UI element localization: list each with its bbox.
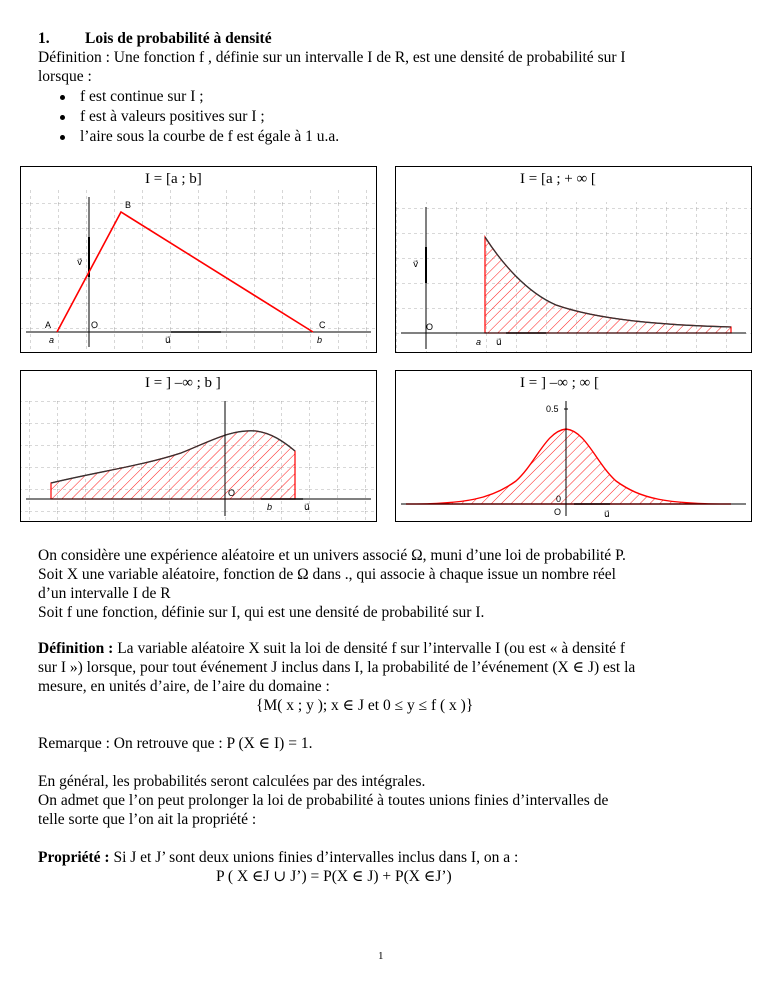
paragraph-line: En général, les probabilités seront calculées par des intégrales.: [38, 773, 426, 790]
vector-v-label: v⃗: [413, 259, 419, 269]
figure-exponential-density: [395, 166, 752, 353]
section-title: Lois de probabilité à densité: [85, 30, 272, 47]
paragraph-line: telle sorte que l’on ait la propriété :: [38, 811, 257, 828]
point-label-c: C: [319, 320, 326, 330]
vector-u-label: u⃗: [165, 335, 171, 345]
origin-label: O: [426, 322, 434, 332]
intro-line-2: lorsque :: [38, 68, 92, 85]
axis-label-a: a: [49, 335, 55, 345]
bullet-icon: [60, 135, 65, 140]
axis-label-a: a: [476, 337, 482, 347]
paragraph-line: Soit X une variable aléatoire, fonction de Ω dans ., qui associe à chaque issue un nombre réel: [38, 566, 616, 583]
bullet-icon: [60, 95, 65, 100]
remark: Remarque : On retrouve que : P (X ∈ I) = 1.: [38, 735, 313, 752]
origin-label: O: [554, 507, 562, 517]
vector-u-label: u⃗: [496, 337, 502, 347]
property-line: [38, 848, 518, 867]
bullet-1: f est continue sur I ;: [80, 88, 204, 105]
figure-triangle-density: [20, 166, 377, 353]
bullet-2: f est à valeurs positives sur I ;: [80, 108, 265, 125]
exponential-density-graph: [396, 167, 751, 352]
definition-line-3: mesure, en unités d’aire, de l’aire du domaine :: [38, 678, 330, 695]
section-number: 1.: [38, 30, 50, 47]
paragraph-line: On admet que l’on peut prolonger la loi de probabilité à toutes unions finies d’intervalles de: [38, 792, 609, 809]
y-tick-label-zero: 0: [556, 494, 562, 504]
point-label-a: A: [45, 320, 52, 330]
page-number: 1: [378, 950, 384, 962]
origin-label: O: [91, 320, 99, 330]
figure-title: I = ] –∞ ; b ]: [145, 375, 221, 391]
bullet-3: l’aire sous la courbe de f est égale à 1 u.a.: [80, 128, 340, 145]
definition-line-1: [38, 639, 625, 658]
intro-line-1: Définition : Une fonction f , définie sur un intervalle I de R, est une densité de probabilité sur I: [38, 49, 626, 66]
paragraph-line: Soit f une fonction, définie sur I, qui est une densité de probabilité sur I.: [38, 604, 485, 621]
figure-title: I = [a ; b]: [145, 171, 202, 187]
definition-line-2: sur I ») lorsque, pour tout événement J inclus dans I, la probabilité de l’événement (X ∈ J) est la: [38, 659, 636, 676]
paragraph-line: d’un intervalle I de R: [38, 585, 171, 602]
gaussian-density-graph: [396, 371, 751, 521]
property-formula: P ( X ∈J ∪ J’) = P(X ∈ J) + P(X ∈J’): [216, 868, 452, 885]
vector-v-label: v⃗: [77, 257, 83, 267]
vector-u-label: u⃗: [604, 509, 610, 519]
axis-label-b: b: [267, 502, 273, 512]
figure-title: I = [a ; + ∞ [: [520, 171, 596, 187]
point-label-b: B: [125, 200, 132, 210]
definition-label: Définition :: [38, 640, 114, 657]
y-tick-label: 0.5: [546, 404, 559, 414]
figure-title: I = ] –∞ ; ∞ [: [520, 375, 599, 391]
property-label: Propriété :: [38, 849, 110, 866]
origin-label: O: [228, 488, 236, 498]
bullet-icon: [60, 115, 65, 120]
figure-gaussian-density: [395, 370, 752, 522]
left-tail-density-graph: [21, 371, 376, 521]
paragraph-line: On considère une expérience aléatoire et un univers associé Ω, muni d’une loi de probabilité P.: [38, 547, 626, 564]
property-text: Si J et J’ sont deux unions finies d’intervalles inclus dans I, on a :: [109, 849, 519, 866]
figure-left-tail-density: [20, 370, 377, 522]
set-definition: {M( x ; y ); x ∈ J et 0 ≤ y ≤ f ( x )}: [256, 697, 474, 714]
definition-text: La variable aléatoire X suit la loi de densité f sur l’intervalle I (ou est « à densité f: [113, 640, 626, 657]
axis-label-b: b: [317, 335, 323, 345]
vector-u-label: u⃗: [304, 502, 310, 512]
